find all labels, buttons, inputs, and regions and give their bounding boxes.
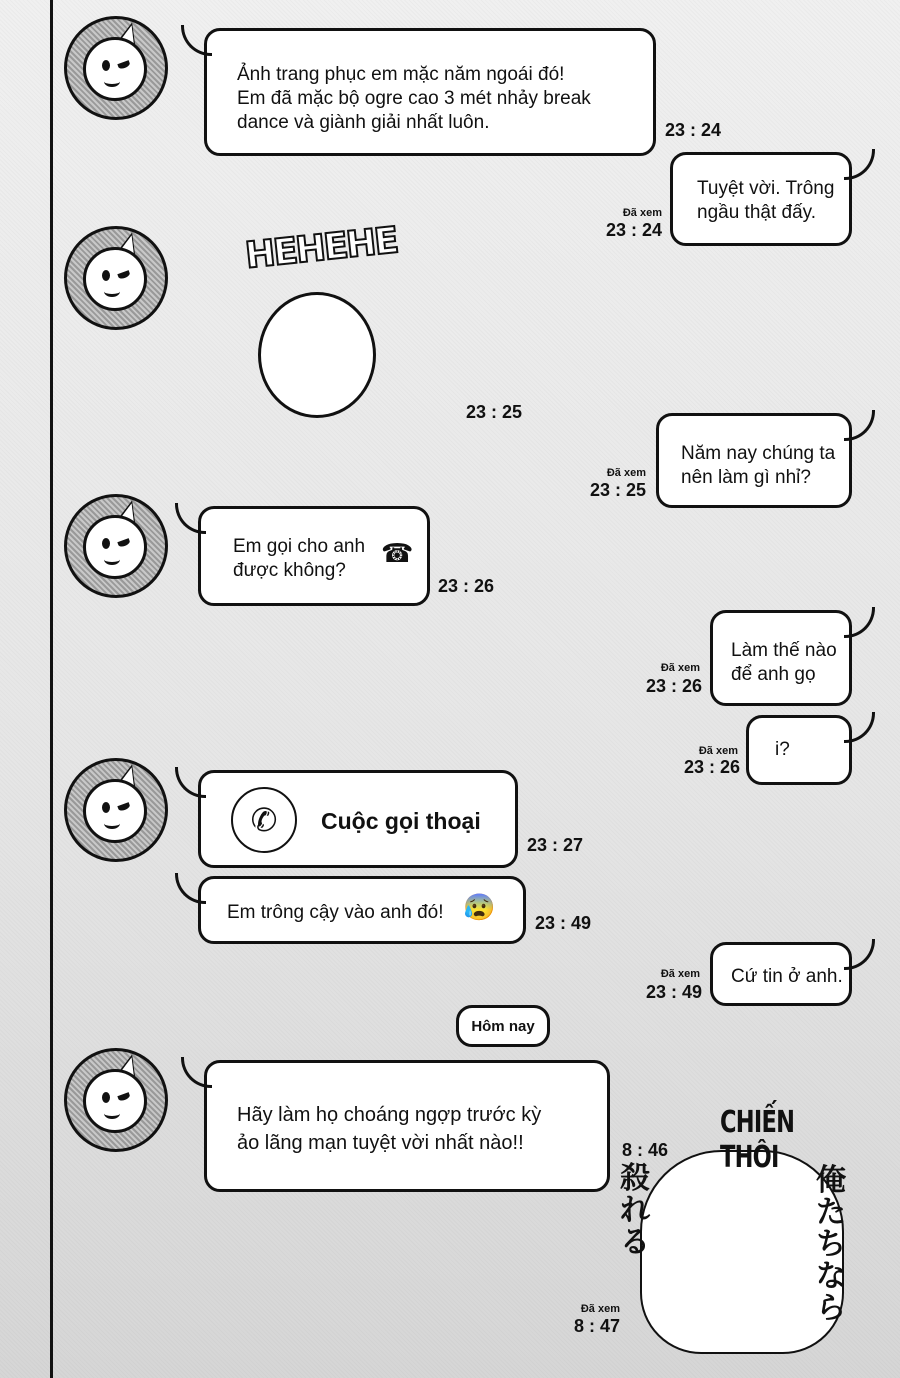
message-line: Cứ tin ở anh. [731, 966, 843, 987]
message-time: 23 : 27 [527, 835, 584, 855]
message-line: Em gọi cho anh [233, 536, 366, 557]
seen-label: Đã xem [622, 207, 662, 219]
message-bubble[interactable] [198, 506, 430, 606]
date-divider: Hôm nay [456, 1005, 550, 1047]
avatar[interactable] [64, 16, 168, 120]
message-bubble[interactable] [656, 413, 852, 508]
message-line: ảo lãng mạn tuyệt vời nhất nào!! [237, 1132, 524, 1154]
message-line: được không? [233, 560, 346, 581]
message-time: 23 : 24 [665, 120, 722, 140]
seen-label: Đã xem [606, 467, 646, 479]
message-line: để anh gọ [731, 664, 816, 685]
call-label: Cuộc gọi thoại [321, 808, 481, 834]
seen-label: Đã xem [660, 662, 700, 674]
sticker-title: CHIẾN THÔI [720, 1105, 795, 1175]
message-time: 23 : 26 [683, 757, 740, 777]
message-bubble[interactable] [710, 942, 852, 1006]
message-line: Em đã mặc bộ ogre cao 3 mét nhảy break [237, 88, 591, 109]
crying-emoji-icon: 😰 [463, 892, 496, 922]
message-line: Năm nay chúng ta [681, 443, 836, 464]
message-time: 23 : 49 [645, 982, 702, 1002]
message-line: dance và giành giải nhất luôn. [237, 112, 490, 133]
message-time: 8 : 46 [622, 1140, 669, 1160]
message-bubble[interactable] [204, 28, 656, 156]
laughing-character-icon [258, 292, 376, 418]
avatar[interactable] [64, 1048, 168, 1152]
message-bubble[interactable] [746, 715, 852, 785]
message-bubble[interactable] [710, 610, 852, 706]
seen-label: Đã xem [698, 745, 738, 757]
message-line: i? [775, 739, 790, 760]
message-line: Hãy làm họ choáng ngợp trước kỳ [237, 1104, 542, 1126]
message-line: ngầu thật đấy. [697, 202, 817, 223]
hehe-sticker[interactable] [190, 220, 450, 430]
message-time: 23 : 24 [605, 220, 662, 240]
phone-icon: ✆ [231, 787, 297, 853]
message-time: 23 : 26 [438, 576, 495, 596]
message-time: 23 : 25 [589, 480, 646, 500]
sticker-text: HEHEHE [243, 220, 399, 277]
message-line: nên làm gì nhỉ? [681, 467, 811, 488]
message-line: Làm thế nào [731, 640, 837, 661]
seen-label: Đã xem [660, 968, 700, 980]
sticker-jp-text: 俺たちなら [816, 1164, 846, 1325]
message-line: Em trông cậy vào anh đó! [227, 902, 444, 923]
message-bubble[interactable] [670, 152, 852, 246]
avatar[interactable] [64, 226, 168, 330]
bear-rabbit-character-icon [640, 1150, 844, 1354]
seen-label: Đã xem [580, 1303, 620, 1315]
message-time: 23 : 49 [535, 913, 592, 933]
message-time: 23 : 25 [466, 402, 523, 422]
voice-call-bubble[interactable] [198, 770, 518, 868]
avatar[interactable] [64, 494, 168, 598]
sticker-jp-text: 殺れる [620, 1162, 650, 1259]
message-time: 23 : 26 [645, 676, 702, 696]
message-line: Ảnh trang phục em mặc năm ngoái đó! [237, 64, 565, 85]
message-bubble[interactable] [204, 1060, 610, 1192]
telephone-icon: ☎ [381, 538, 414, 568]
message-line: Tuyệt vời. Trông [697, 178, 835, 199]
message-bubble[interactable] [198, 876, 526, 944]
message-time: 8 : 47 [573, 1316, 620, 1336]
panel-border [50, 0, 53, 1378]
avatar[interactable] [64, 758, 168, 862]
fight-sticker[interactable] [620, 1105, 850, 1355]
